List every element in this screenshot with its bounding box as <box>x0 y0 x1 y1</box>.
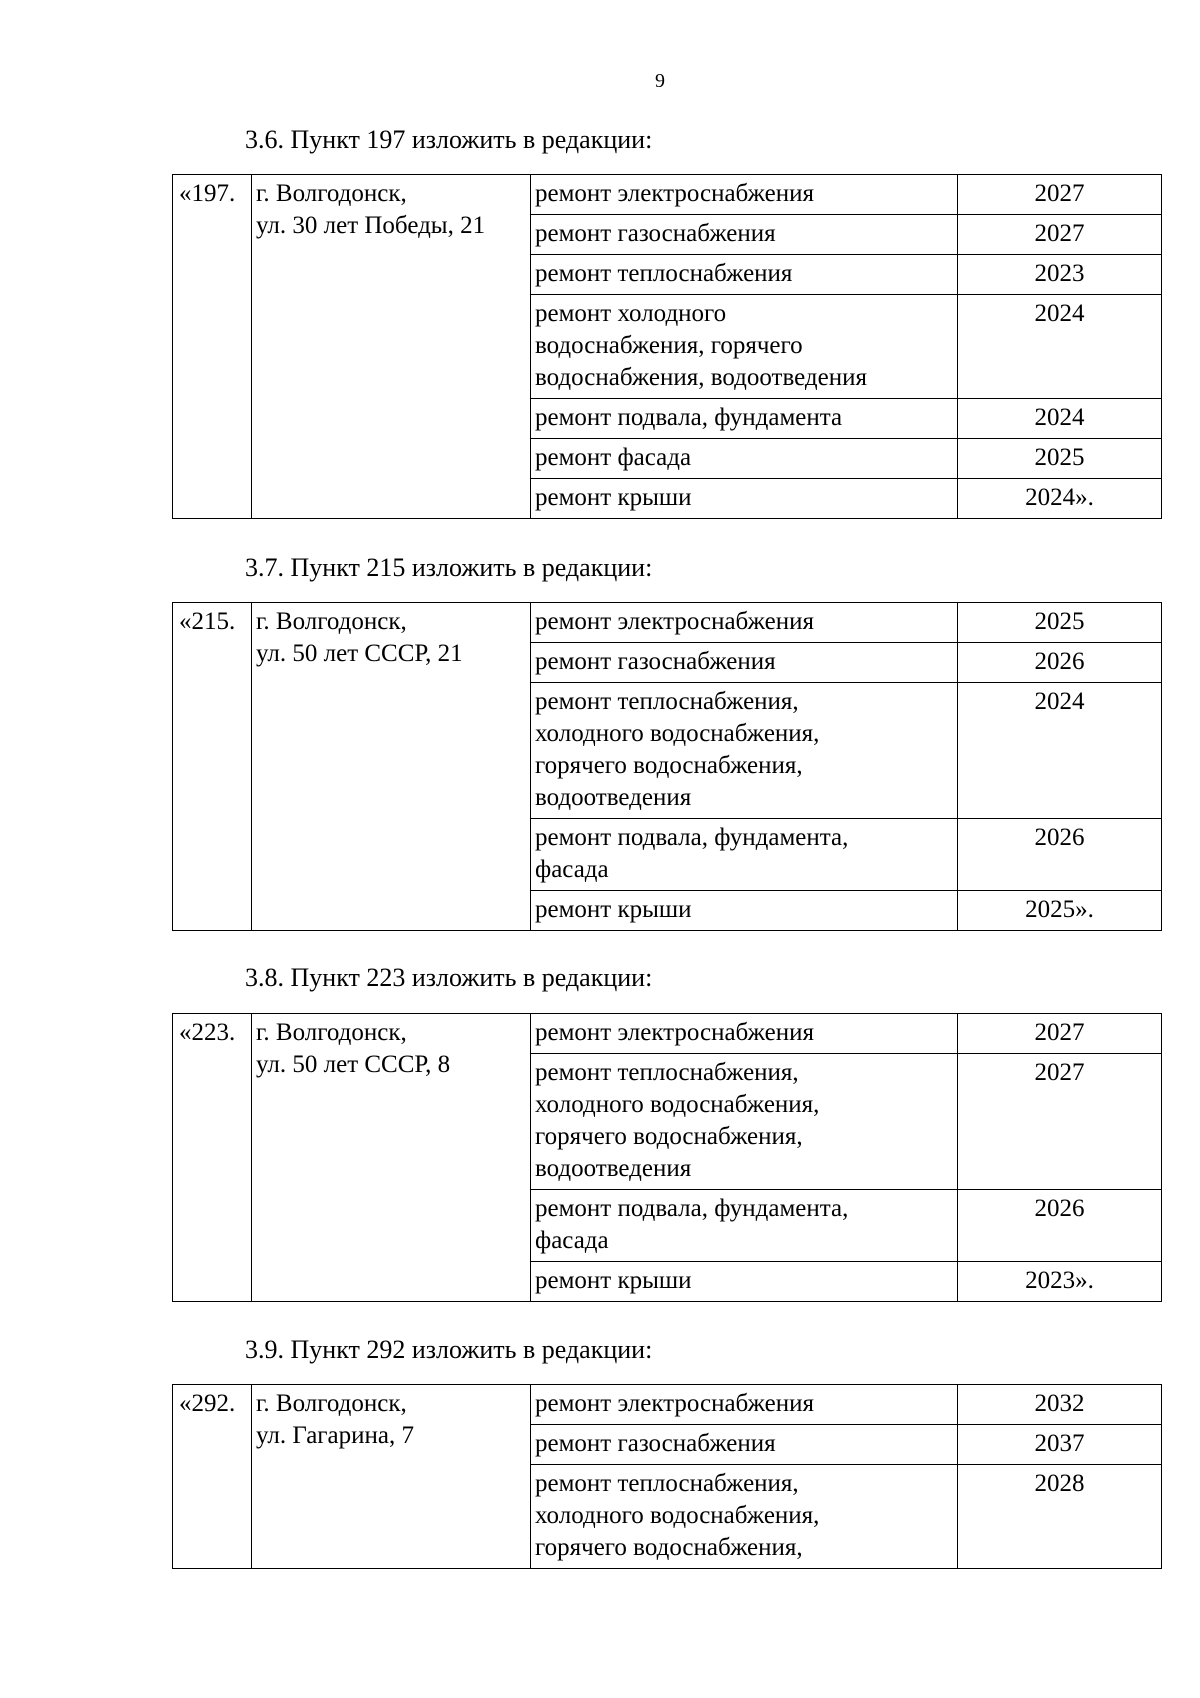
item-number: «223. <box>173 1014 252 1302</box>
work-type: ремонт теплоснабжения, холодного водоснабжения, горячего водоснабжения, <box>531 1465 958 1569</box>
work-type: ремонт подвала, фундамента <box>531 399 958 439</box>
work-type: ремонт электроснабжения <box>531 603 958 643</box>
work-type: ремонт крыши <box>531 891 958 931</box>
works-table <box>172 1013 1162 1302</box>
table-row <box>173 603 1162 643</box>
work-type: ремонт фасада <box>531 439 958 479</box>
work-year: 2027 <box>958 1014 1162 1054</box>
work-year: 2025 <box>958 603 1162 643</box>
work-year: 2026 <box>958 643 1162 683</box>
works-table <box>172 1384 1162 1569</box>
item-address: г. Волгодонск, ул. 50 лет СССР, 8 <box>252 1014 531 1302</box>
work-type: ремонт электроснабжения <box>531 1385 958 1425</box>
work-type: ремонт теплоснабжения, холодного водоснабжения, горячего водоснабжения, водоотведения <box>531 1054 958 1190</box>
work-type: ремонт теплоснабжения <box>531 255 958 295</box>
work-type: ремонт электроснабжения <box>531 175 958 215</box>
section-heading: 3.7. Пункт 215 изложить в редакции: <box>245 553 653 582</box>
work-year: 2032 <box>958 1385 1162 1425</box>
table-row <box>173 1385 1162 1425</box>
work-year: 2024». <box>958 479 1162 519</box>
work-year: 2023 <box>958 255 1162 295</box>
work-year: 2025 <box>958 439 1162 479</box>
item-number: «292. <box>173 1385 252 1569</box>
work-year: 2026 <box>958 1190 1162 1262</box>
work-type: ремонт газоснабжения <box>531 643 958 683</box>
item-number: «197. <box>173 175 252 519</box>
work-year: 2027 <box>958 1054 1162 1190</box>
page-number: 9 <box>655 70 665 92</box>
work-year: 2025». <box>958 891 1162 931</box>
work-year: 2027 <box>958 215 1162 255</box>
work-year: 2024 <box>958 683 1162 819</box>
work-type: ремонт газоснабжения <box>531 1425 958 1465</box>
works-table <box>172 602 1162 931</box>
item-address: г. Волгодонск, ул. 50 лет СССР, 21 <box>252 603 531 931</box>
work-type: ремонт подвала, фундамента, фасада <box>531 819 958 891</box>
work-type: ремонт крыши <box>531 479 958 519</box>
works-table <box>172 174 1162 519</box>
work-year: 2027 <box>958 175 1162 215</box>
work-type: ремонт крыши <box>531 1262 958 1302</box>
work-year: 2037 <box>958 1425 1162 1465</box>
work-type: ремонт теплоснабжения, холодного водоснабжения, горячего водоснабжения, водоотведения <box>531 683 958 819</box>
table-row <box>173 1014 1162 1054</box>
work-year: 2024 <box>958 399 1162 439</box>
item-address: г. Волгодонск, ул. 30 лет Победы, 21 <box>252 175 531 519</box>
work-year: 2026 <box>958 819 1162 891</box>
work-type: ремонт подвала, фундамента, фасада <box>531 1190 958 1262</box>
work-type: ремонт газоснабжения <box>531 215 958 255</box>
item-number: «215. <box>173 603 252 931</box>
work-year: 2023». <box>958 1262 1162 1302</box>
section-heading: 3.9. Пункт 292 изложить в редакции: <box>245 1335 653 1364</box>
table-row <box>173 175 1162 215</box>
section-heading: 3.6. Пункт 197 изложить в редакции: <box>245 125 653 154</box>
work-year: 2028 <box>958 1465 1162 1569</box>
work-type: ремонт холодного водоснабжения, горячего водоснабжения, водоотведения <box>531 295 958 399</box>
work-year: 2024 <box>958 295 1162 399</box>
item-address: г. Волгодонск, ул. Гагарина, 7 <box>252 1385 531 1569</box>
work-type: ремонт электроснабжения <box>531 1014 958 1054</box>
section-heading: 3.8. Пункт 223 изложить в редакции: <box>245 963 653 992</box>
